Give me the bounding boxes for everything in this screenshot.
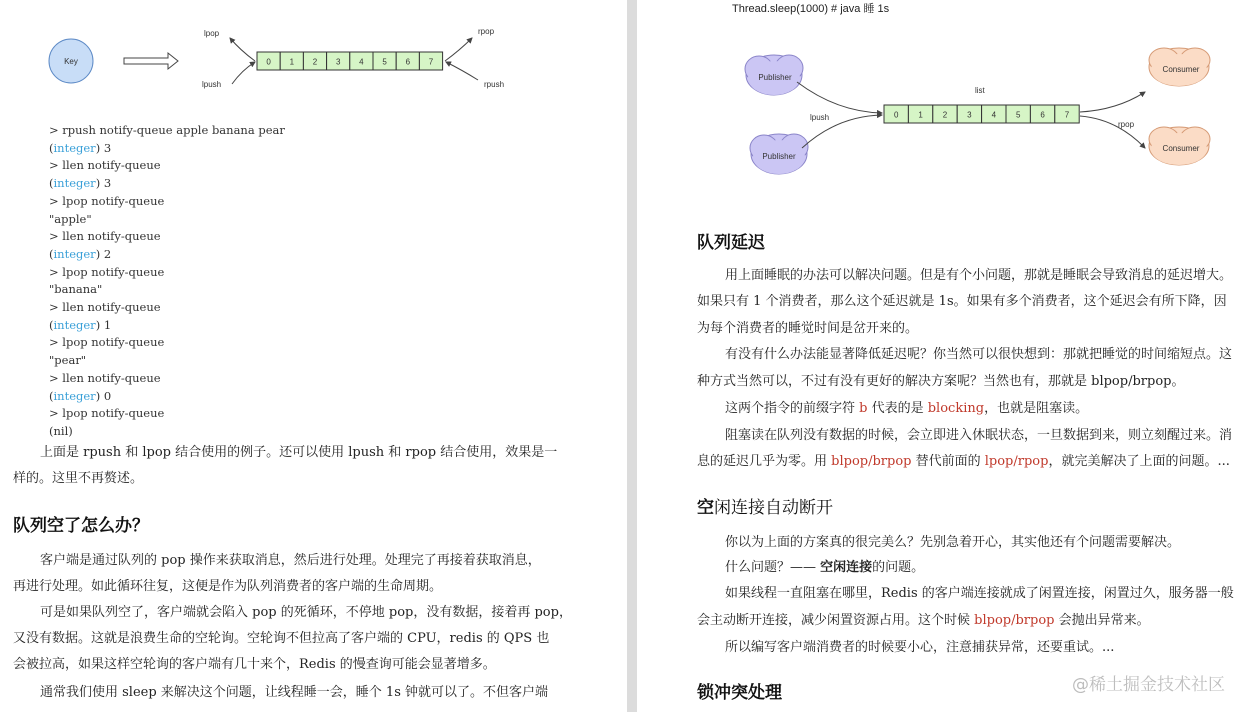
svg-text:Publisher: Publisher <box>762 152 796 161</box>
code-line: > llen notify-queue <box>49 158 161 173</box>
list-label: list <box>975 86 985 95</box>
list-cell-label: 4 <box>359 57 364 67</box>
list-cell-label: 7 <box>1064 110 1070 120</box>
paragraph: 你以为上面的方案真的很完美么？先别急着开心，其实他还有个问题需要解决。 <box>725 535 1181 550</box>
paragraph: 样的。这里不再赘述。 <box>13 471 144 486</box>
page-gutter <box>627 0 637 712</box>
paragraph: 如果只有 1 个消费者，那么这个延迟就是 1s。如果有多个消费者，这个延迟会有所下降，因 <box>697 294 1227 309</box>
pubsub-diagram <box>637 20 1254 220</box>
svg-text:Consumer: Consumer <box>1162 144 1200 153</box>
highlight-lpop: lpop/rpop <box>984 454 1049 469</box>
highlight-blocking: blocking <box>927 401 985 416</box>
heading-idle-connection <box>697 493 833 518</box>
paragraph: 通常我们使用 sleep 来解决这个问题，让线程睡一会，睡个 1s 钟就可以了。不但客户端 <box>40 685 549 700</box>
code-keyword: integer <box>53 388 96 403</box>
text: ，就完美解决了上面的问题。... <box>1048 454 1230 469</box>
sleep-code-line: Thread.sleep(1000) # java 睡 1s <box>732 3 890 15</box>
code-line: (integer) 3 <box>49 176 112 191</box>
text: 的问题。 <box>872 560 925 575</box>
paragraph: 阻塞读在队列没有数据的时候，会立即进入休眠状态，一旦数据到来，则立刻醒过来。消 <box>725 428 1233 443</box>
list-cell-label: 6 <box>1040 110 1045 120</box>
code-line: (nil) <box>49 423 73 438</box>
paragraph: 为每个消费者的睡觉时间是岔开来的。 <box>697 321 919 336</box>
bold-idle-connection: 空闲连接 <box>820 560 873 575</box>
code-keyword: integer <box>53 176 96 191</box>
publisher-cloud-icon <box>750 134 808 174</box>
paragraph: 上面是 rpush 和 lpop 结合使用的例子。还可以使用 lpush 和 rpop 结合使用，效果是一 <box>40 445 558 460</box>
text: 代表的是 <box>867 401 928 416</box>
list-cell-label: 4 <box>991 110 997 120</box>
paragraph <box>725 555 924 581</box>
paragraph: 会被拉高，如果这样空轮询的客户端有几十来个，Redis 的慢查询可能会显著增多。 <box>13 657 496 672</box>
code-line: > llen notify-queue <box>49 370 161 385</box>
consumer-cloud-icon <box>1149 127 1210 165</box>
code-keyword: integer <box>53 317 96 332</box>
list-cell-label: 3 <box>335 57 341 67</box>
code-keyword: integer <box>53 140 96 155</box>
text: 会抛出异常来。 <box>1054 613 1150 628</box>
text: 这两个指令的前缀字符 <box>725 401 860 416</box>
paragraph: 可是如果队列空了，客户端就会陷入 pop 的死循环，不停地 pop，没有数据，接着再 pop， <box>40 605 572 620</box>
svg-text:Consumer: Consumer <box>1162 65 1200 74</box>
list-cell-label: 5 <box>382 57 387 67</box>
hollow-arrow-icon <box>124 53 178 69</box>
text: 什么问题？—— <box>725 560 821 575</box>
highlight-b: b <box>859 401 868 416</box>
code-line: > llen notify-queue <box>49 300 161 314</box>
code-line: > rpush notify-queue apple banana pear <box>49 123 285 137</box>
rpush-label: rpush <box>484 80 505 89</box>
list-cell-label: 3 <box>967 110 972 120</box>
lpush-label: lpush <box>202 80 222 89</box>
heading-bold-char: 空 <box>697 498 714 518</box>
code-line: > lpop notify-queue <box>49 335 165 350</box>
paragraph <box>697 449 1230 475</box>
heading-lock-conflict: 锁冲突处理 <box>697 683 782 703</box>
heading-queue-empty: 队列空了怎么办？ <box>13 516 149 536</box>
text: 替代前面的 <box>911 454 985 469</box>
code-line: > lpop notify-queue <box>49 264 165 279</box>
right-page <box>637 0 1254 712</box>
code-line: "banana" <box>49 282 103 297</box>
list-cell-label: 0 <box>893 110 899 120</box>
code-line: > llen notify-queue <box>49 229 161 244</box>
list-cell-label: 2 <box>312 57 318 67</box>
highlight-blpop: blpop/brpop <box>974 613 1055 628</box>
code-line: "pear" <box>49 353 87 368</box>
rpop-label: rpop <box>1118 120 1135 129</box>
rpop-label: rpop <box>478 27 495 36</box>
paragraph: 种方式当然可以，不过有没有更好的解决方案呢？当然也有，那就是 blpop/brpop。 <box>697 374 1185 389</box>
list-cell-label: 5 <box>1015 110 1021 120</box>
paragraph <box>697 608 1150 634</box>
heading-rest: 闲连接自动断开 <box>714 498 833 518</box>
paragraph: 有没有什么办法能显著降低延迟呢？你当然可以很快想到：那就把睡觉的时间缩短点。这 <box>725 347 1233 362</box>
paragraph: 再进行处理。如此循环往复，这便是作为队列消费者的客户端的生命周期。 <box>13 579 443 594</box>
code-line: > lpop notify-queue <box>49 406 165 421</box>
code-keyword: integer <box>53 246 96 261</box>
paragraph <box>725 396 1088 422</box>
svg-text:Publisher: Publisher <box>758 73 792 82</box>
list-cell-label: 6 <box>405 57 411 67</box>
list-cell-label: 1 <box>289 57 295 67</box>
list-cell-label: 2 <box>942 110 948 120</box>
key-label: Key <box>64 57 78 66</box>
paragraph: 所以编写客户端消费者的时候要小心，注意捕获异常，还要重试。... <box>725 640 1115 655</box>
paragraph: 如果线程一直阻塞在哪里，Redis 的客户端连接就成了闲置连接，闲置过久，服务器一般 <box>725 586 1234 601</box>
list-cell-label: 1 <box>918 110 923 120</box>
list-cell-label: 0 <box>266 57 271 67</box>
paragraph: 客户端是通过队列的 pop 操作来获取消息，然后进行处理。处理完了再接着获取消息， <box>40 553 541 568</box>
highlight-blpop: blpop/brpop <box>831 454 912 469</box>
heading-queue-delay: 队列延迟 <box>697 233 765 253</box>
paragraph: 用上面睡眠的办法可以解决问题。但是有个小问题，那就是睡眠会导致消息的延迟增大。 <box>725 268 1233 283</box>
code-line: > lpop notify-queue <box>49 193 165 208</box>
lpush-label: lpush <box>810 113 830 122</box>
code-line: "apple" <box>49 211 92 226</box>
list-diagram <box>0 0 627 110</box>
watermark: @稀土掘金技术社区 <box>1072 675 1225 695</box>
code-line: (integer) 2 <box>49 246 112 261</box>
code-line: (integer) 0 <box>49 388 112 403</box>
text: ，也就是阻塞读。 <box>984 401 1089 416</box>
code-line: (integer) 1 <box>49 317 112 332</box>
text: 会主动断开连接，减少闲置资源占用。这个时候 <box>697 613 975 628</box>
lpop-label: lpop <box>204 29 220 38</box>
consumer-cloud-icon <box>1149 48 1210 86</box>
list-cell-label: 7 <box>428 57 434 67</box>
paragraph: 又没有数据。这就是浪费生命的空轮询。空轮询不但拉高了客户端的 CPU，redis 的 QPS 也 <box>13 631 550 646</box>
publisher-cloud-icon <box>745 55 803 95</box>
code-line: (integer) 3 <box>49 140 112 155</box>
text: 息的延迟几乎为零。用 <box>697 454 832 469</box>
